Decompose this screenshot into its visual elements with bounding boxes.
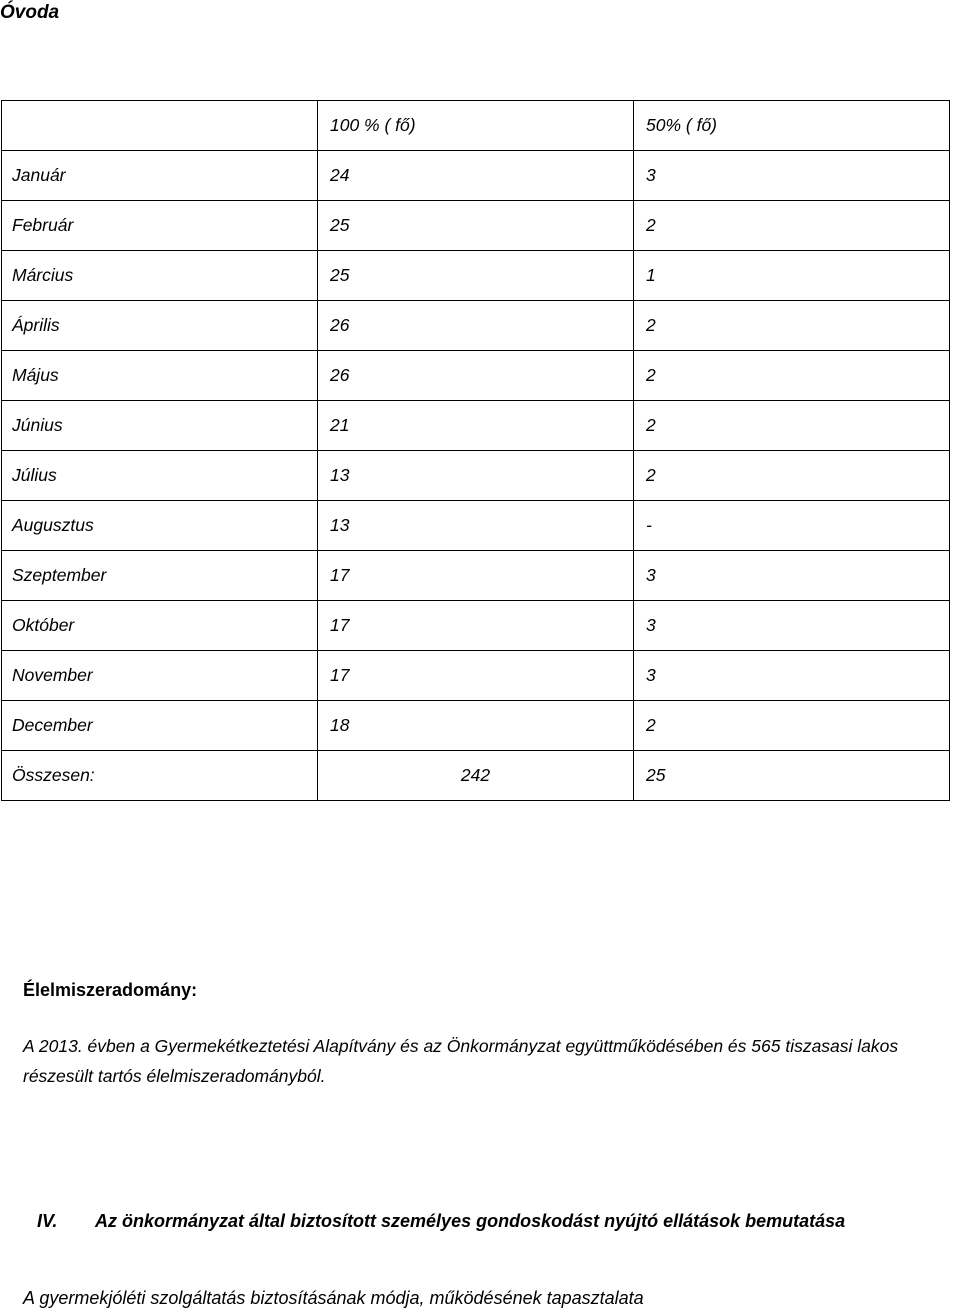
cell-half: 2: [634, 201, 950, 251]
header-cell-half: 50% ( fő): [634, 101, 950, 151]
table-total-row: [2, 751, 950, 801]
cell-half: 2: [634, 351, 950, 401]
table-body: [2, 101, 950, 801]
cell-full: 18: [318, 701, 634, 751]
cell-month: Augusztus: [2, 501, 318, 551]
cell-half: 1: [634, 251, 950, 301]
cell-full: 24: [318, 151, 634, 201]
cell-month: Június: [2, 401, 318, 451]
header-cell-full: 100 % ( fő): [318, 101, 634, 151]
table-row: [2, 201, 950, 251]
table-row: [2, 451, 950, 501]
cell-half: 2: [634, 401, 950, 451]
table-row: [2, 601, 950, 651]
cell-full: 13: [318, 501, 634, 551]
cell-month: November: [2, 651, 318, 701]
table-row: [2, 401, 950, 451]
table-row: [2, 651, 950, 701]
table-header-row: [2, 101, 950, 151]
cell-full: 17: [318, 551, 634, 601]
section-title: Az önkormányzat által biztosított személyes gondoskodást nyújtó ellátások bemutatása: [95, 1211, 846, 1231]
table-row: [2, 151, 950, 201]
cell-month: Január: [2, 151, 318, 201]
cell-full: 21: [318, 401, 634, 451]
cell-full: 25: [318, 201, 634, 251]
cell-full: 25: [318, 251, 634, 301]
table-row: [2, 301, 950, 351]
cell-half: 3: [634, 601, 950, 651]
total-label: Összesen:: [2, 751, 318, 801]
section-number: IV.: [37, 1211, 58, 1231]
total-half: 25: [634, 751, 950, 801]
cell-full: 17: [318, 651, 634, 701]
table-row: [2, 251, 950, 301]
header-cell-month: [2, 101, 318, 151]
cell-month: Március: [2, 251, 318, 301]
total-full: 242: [318, 751, 634, 801]
top-heading: Óvoda: [0, 2, 60, 23]
cell-full: 26: [318, 301, 634, 351]
cell-half: 3: [634, 651, 950, 701]
food-donation-paragraph: A 2013. évben a Gyermekétkeztetési Alapítvány és az Önkormányzat együttműködésében és 565 tiszasasi lakos részesült tartós élelmiszeradományból.: [23, 1036, 899, 1086]
cell-full: 17: [318, 601, 634, 651]
section-heading: [37, 1211, 845, 1232]
cell-month: Május: [2, 351, 318, 401]
table-row: [2, 701, 950, 751]
cell-full: 26: [318, 351, 634, 401]
food-donation-label: Élelmiszeradomány:: [23, 980, 198, 1000]
cell-month: Szeptember: [2, 551, 318, 601]
cell-half: 3: [634, 151, 950, 201]
cell-month: Április: [2, 301, 318, 351]
cell-half: -: [634, 501, 950, 551]
table-row: [2, 501, 950, 551]
cell-half: 3: [634, 551, 950, 601]
subsection-heading: A gyermekjóléti szolgáltatás biztosításának módja, működésének tapasztalata: [23, 1288, 644, 1308]
cell-month: Július: [2, 451, 318, 501]
cell-full: 13: [318, 451, 634, 501]
table-row: [2, 351, 950, 401]
cell-half: 2: [634, 451, 950, 501]
monthly-table: [1, 100, 950, 801]
cell-half: 2: [634, 301, 950, 351]
table-row: [2, 551, 950, 601]
cell-month: Október: [2, 601, 318, 651]
cell-half: 2: [634, 701, 950, 751]
cell-month: Február: [2, 201, 318, 251]
cell-month: December: [2, 701, 318, 751]
